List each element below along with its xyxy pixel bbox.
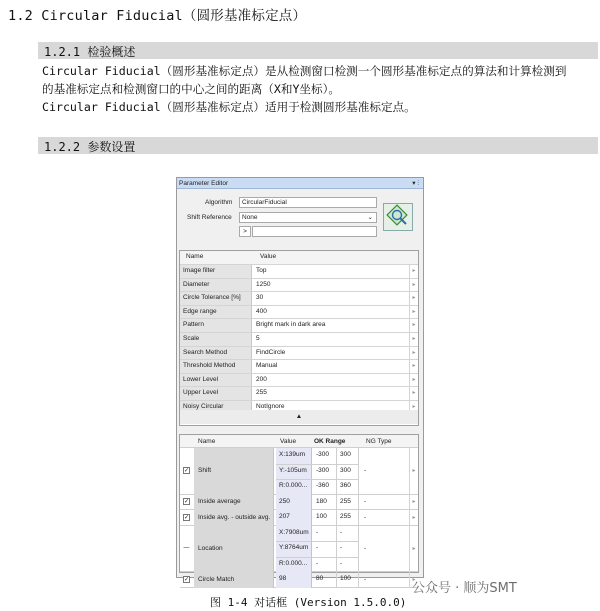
parameter-value[interactable]: 200	[256, 375, 267, 383]
overview-line: Circular Fiducial（圆形基准标定点）适用于检测圆形基准标定点。	[42, 100, 416, 114]
row-arrow-icon[interactable]: ▸	[409, 333, 418, 346]
parameter-value[interactable]: NotIgnore	[256, 403, 285, 410]
watermark: 公众号 · 顺为SMT	[412, 581, 517, 596]
result-enable-checkbox[interactable]: ✓	[184, 468, 190, 475]
result-value: 98	[279, 575, 287, 582]
parameter-value[interactable]: 400	[256, 307, 267, 315]
parameter-value[interactable]: Manual	[256, 362, 278, 370]
column-header-name: Name	[186, 253, 204, 260]
ok-range-min[interactable]: 180	[316, 497, 327, 505]
parameter-value[interactable]: Top	[256, 267, 267, 274]
result-value: X:139um	[279, 451, 306, 458]
ok-range-min[interactable]: -	[316, 544, 319, 551]
parameter-name: Upper Level	[180, 387, 252, 400]
ok-range-max[interactable]: 100	[340, 575, 351, 582]
parameter-row[interactable]	[180, 333, 418, 347]
ok-range-min[interactable]: -300	[316, 451, 330, 458]
ng-type-value[interactable]: -	[364, 575, 367, 583]
row-arrow-icon[interactable]: ▸	[409, 572, 418, 588]
section-header-params	[38, 137, 598, 154]
shift-reference-label: Shift Reference	[187, 214, 232, 221]
result-value: 207	[279, 513, 290, 520]
overview-line: 的基准标定点和检测窗口的中心之间的距离（X和Y坐标）。	[42, 82, 341, 96]
fiducial-search-icon[interactable]	[383, 203, 413, 231]
parameter-row[interactable]	[180, 279, 418, 293]
section-title: 1.2.2 参数设置	[44, 140, 136, 154]
result-value: R:0.000...	[279, 559, 308, 567]
dialog-title: Parameter Editor	[179, 180, 229, 187]
parameter-grid-header	[180, 251, 418, 265]
result-name: Inside avg. - outside avg.	[198, 513, 271, 521]
parameter-name: Search Method	[180, 347, 252, 360]
result-enable-checkbox[interactable]: ✓	[184, 576, 190, 583]
parameter-name: Pattern	[180, 319, 252, 332]
ok-range-min[interactable]: -	[316, 528, 319, 536]
row-arrow-icon[interactable]: ▸	[409, 319, 418, 332]
shift-reference-value: None	[242, 214, 258, 221]
parameter-row[interactable]	[180, 360, 418, 374]
algorithm-field[interactable]	[239, 197, 377, 208]
collapse-button[interactable]: ▲	[180, 410, 418, 424]
parameter-name: Circle Tolerance [%]	[180, 292, 252, 305]
result-name: Circle Match	[198, 575, 235, 583]
algorithm-value: CircularFiducial	[242, 199, 287, 206]
shift-reference-select[interactable]	[239, 212, 377, 223]
ok-range-min[interactable]: -300	[316, 466, 330, 474]
parameter-name: Noisy Circular	[180, 401, 252, 414]
column-header-name: Name	[198, 438, 216, 445]
parameter-value[interactable]: FindCircle	[256, 348, 286, 356]
ok-range-max[interactable]: 255	[340, 497, 351, 505]
ok-range-max[interactable]: 255	[340, 513, 351, 520]
result-enable-checkbox[interactable]: ✓	[184, 499, 190, 506]
results-grid-header	[180, 435, 418, 448]
result-name: Location	[198, 544, 223, 552]
parameter-row[interactable]	[180, 319, 418, 333]
row-arrow-icon[interactable]: ▸	[409, 510, 418, 526]
parameter-name: Threshold Method	[180, 360, 252, 373]
row-arrow-icon[interactable]: ▸	[409, 292, 418, 305]
row-arrow-icon[interactable]: ▸	[409, 306, 418, 319]
parameter-row[interactable]	[180, 374, 418, 388]
chevron-down-icon: ⌄	[367, 214, 373, 221]
figure-caption: 图 1-4 对话框 (Version 1.5.0.0)	[210, 596, 407, 609]
ok-range-max[interactable]: -	[340, 559, 343, 567]
column-header-ng-type: NG Type	[366, 438, 392, 445]
row-arrow-icon[interactable]: ▸	[409, 401, 418, 414]
parameter-grid	[179, 250, 419, 426]
row-arrow-icon[interactable]: ▸	[409, 387, 418, 400]
page-heading: 1.2 Circular Fiducial（圆形基准标定点）	[8, 8, 307, 24]
ng-type-value[interactable]: -	[364, 498, 367, 506]
dialog-title-bar	[177, 178, 423, 189]
ok-range-max[interactable]: 300	[340, 466, 351, 474]
parameter-row[interactable]	[180, 387, 418, 401]
ok-range-max[interactable]: 300	[340, 451, 351, 458]
overview-line: Circular Fiducial（圆形基准标定点）是从检测窗口检测一个圆形基准标定点的算法和计算检测到	[42, 64, 567, 78]
ok-range-min[interactable]: -	[316, 559, 319, 567]
parameter-name: Edge range	[180, 306, 252, 319]
ng-type-value[interactable]: -	[364, 467, 367, 475]
ng-type-value[interactable]: -	[364, 544, 367, 552]
ok-range-min[interactable]: -360	[316, 482, 330, 489]
ok-range-min[interactable]: 80	[316, 575, 324, 582]
result-value: X:7908um	[279, 528, 309, 536]
row-arrow-icon[interactable]: ▸	[409, 448, 418, 495]
parameter-name: Diameter	[180, 279, 252, 292]
result-row[interactable]	[180, 448, 418, 495]
result-row[interactable]	[180, 495, 418, 511]
result-row[interactable]	[180, 572, 418, 588]
column-header-value: Value	[260, 253, 277, 260]
section-title: 1.2.1 检验概述	[44, 45, 136, 59]
result-row[interactable]	[180, 510, 418, 526]
result-enable-checkbox[interactable]: ✓	[184, 514, 190, 521]
parameter-row[interactable]	[180, 265, 418, 279]
row-arrow-icon[interactable]: ▸	[409, 374, 418, 387]
result-value: Y:8764um	[279, 544, 309, 551]
expand-button[interactable]: >	[239, 226, 251, 237]
parameter-editor-dialog	[176, 177, 424, 583]
parameter-row[interactable]	[180, 306, 418, 320]
parameter-row[interactable]	[180, 292, 418, 306]
parameter-value[interactable]: 255	[256, 389, 267, 397]
row-arrow-icon[interactable]: ▸	[409, 526, 418, 573]
row-arrow-icon[interactable]: ▸	[409, 347, 418, 360]
result-name: Shift	[198, 467, 212, 475]
parameter-value[interactable]: 1250	[256, 280, 271, 288]
parameter-value[interactable]: Bright mark in dark area	[256, 321, 326, 329]
row-arrow-icon[interactable]: ▸	[409, 495, 418, 511]
row-arrow-icon[interactable]: ▸	[409, 279, 418, 292]
ok-range-min[interactable]: 100	[316, 513, 327, 520]
shift-reference-sub-field[interactable]	[252, 226, 377, 237]
row-arrow-icon[interactable]: ▸	[409, 360, 418, 373]
column-header-ok-range: OK Range	[314, 438, 346, 445]
parameter-name: Image filter	[180, 265, 252, 278]
ng-type-value[interactable]: -	[364, 513, 367, 521]
result-name: Inside average	[198, 498, 241, 506]
algorithm-label: Algorithm	[205, 199, 233, 206]
ok-range-max[interactable]: 360	[340, 482, 351, 489]
section-header-overview	[38, 42, 598, 59]
ok-range-max[interactable]: -	[340, 544, 343, 551]
result-value: Y:-105um	[279, 466, 307, 474]
ok-range-max[interactable]: -	[340, 528, 343, 536]
parameter-row[interactable]	[180, 347, 418, 361]
parameter-value[interactable]: 30	[256, 294, 264, 302]
column-header-value: Value	[280, 438, 297, 445]
parameter-value[interactable]: 5	[256, 335, 260, 342]
parameter-name: Lower Level	[180, 374, 252, 387]
pin-icon[interactable]: ▾ ⫶	[412, 180, 419, 187]
result-enable-checkbox[interactable]: —	[183, 544, 190, 551]
row-arrow-icon[interactable]: ▸	[409, 265, 418, 278]
result-value: R:0.000...	[279, 482, 308, 489]
result-row[interactable]	[180, 526, 418, 573]
result-value: 250	[279, 497, 290, 505]
parameter-name: Scale	[180, 333, 252, 346]
results-grid	[179, 434, 419, 583]
